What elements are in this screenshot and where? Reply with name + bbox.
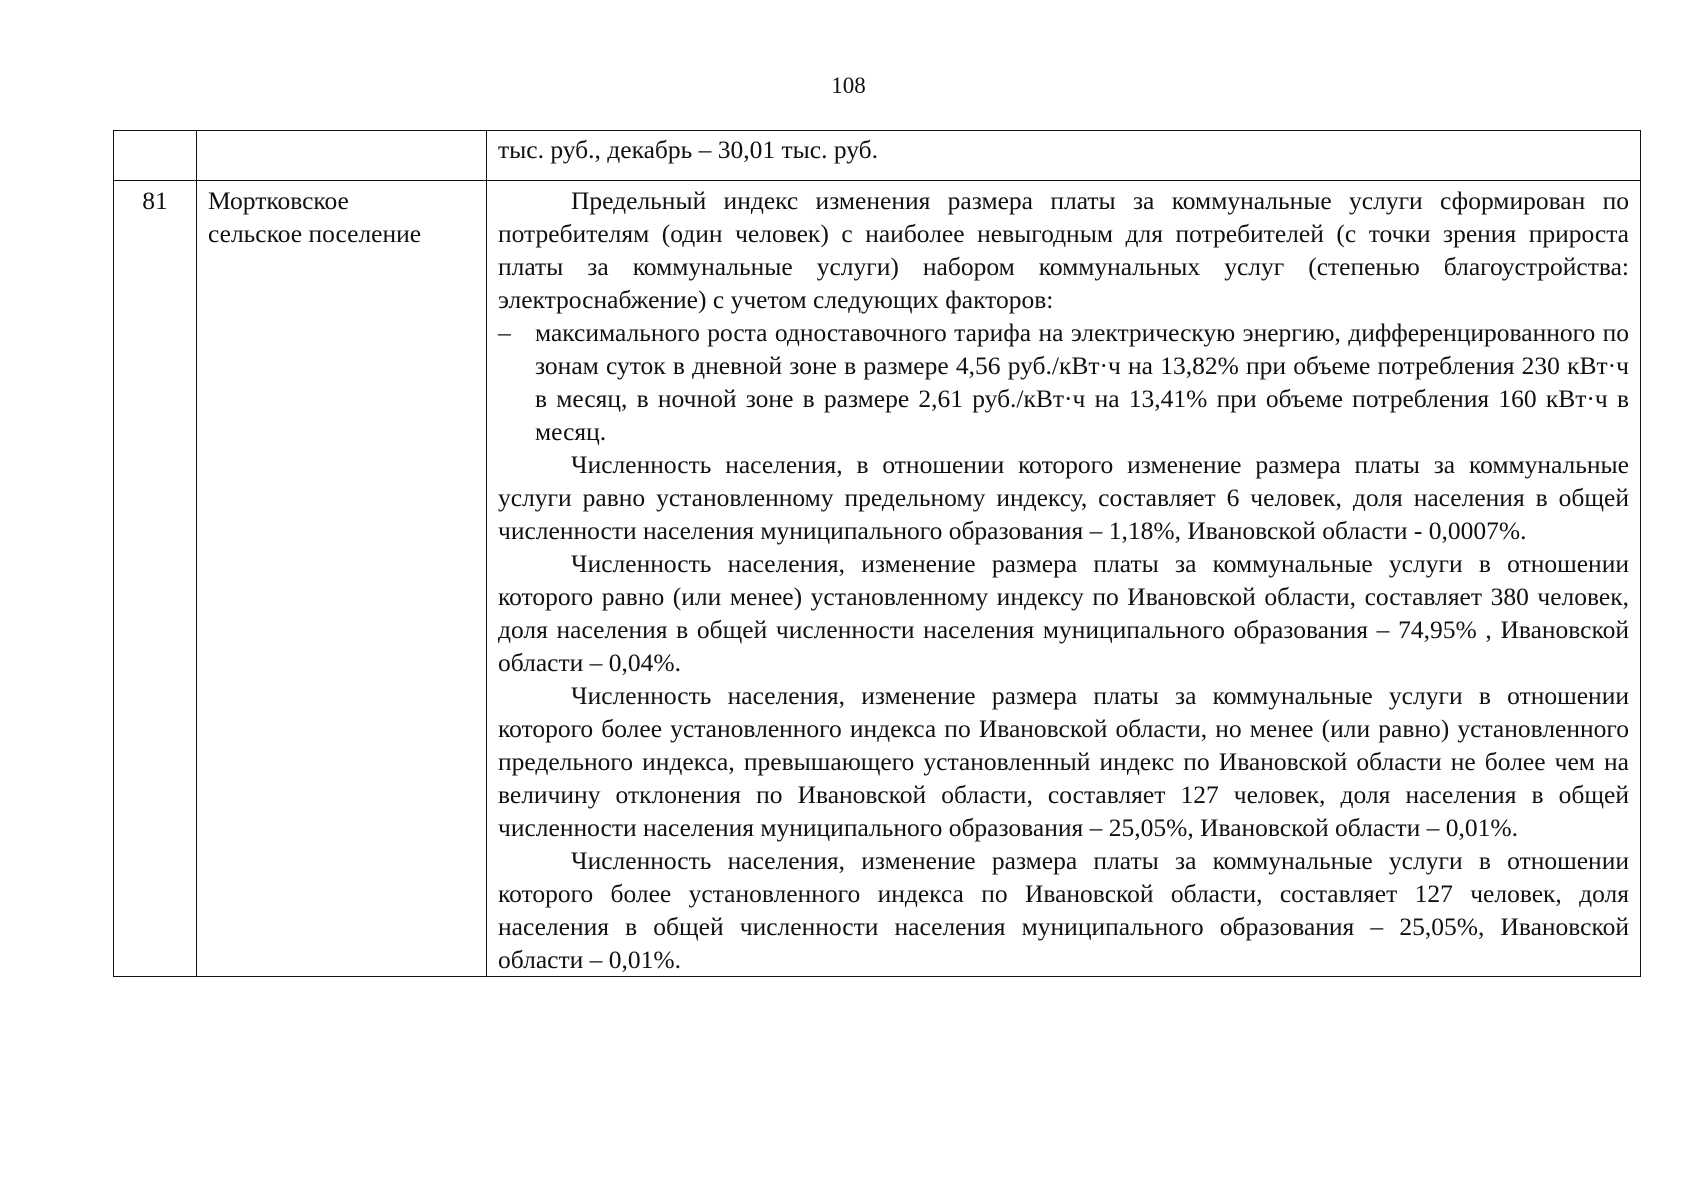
settlement-name-line1: Мортковское: [208, 186, 349, 215]
table-row-continuation: [114, 131, 1641, 181]
table-row-81: [114, 181, 1641, 977]
factor-text: максимального роста одноставочного тарифа на электрическую энергию, дифференцированного по зонам суток в дневной зоне в размере 4,56 руб./кВт·ч на 13,82% при объеме потребления 230 кВт·ч в месяц, в ночной зоне в размере 2,61 руб./кВт·ч на 13,41% при объеме потребления 160 кВт·ч в месяц.: [535, 318, 1629, 446]
paragraph-population-within-deviation: Численность населения, изменение размера платы за коммунальные услуги в отношении которого более установленного индекса по Ивановской области, но менее (или равно) установленного предельного индекса, превышающего установленный индекс по Ивановской области не более чем на величину отклонения по Ивановской области, составляет 127 человек, доля населения в общей численности населения муниципального образования – 25,05%, Ивановской области – 0,01%.: [498, 681, 1629, 842]
settlement-name: [197, 181, 487, 977]
continuation-text: тыс. руб., декабрь – 30,01 тыс. руб.: [498, 135, 879, 164]
description-cell: [487, 181, 1641, 977]
dash-bullet: –: [498, 318, 511, 347]
cell-text-continuation: [487, 131, 1641, 181]
paragraph-index-formation: Предельный индекс изменения размера платы за коммунальные услуги сформирован по потребителям (один человек) с наиболее невыгодным для потребителей (с точки зрения прироста платы за коммунальные услуги) набором коммунальных услуг (степенью благоустройства: электроснабжение) с учетом следующих факторов:: [498, 186, 1629, 314]
row-number: 81: [114, 181, 197, 977]
paragraph-population-above-index: Численность населения, изменение размера платы за коммунальные услуги в отношении которого более установленного индекса по Ивановской области, составляет 127 человек, доля населения в общей численности населения муниципального образования – 25,05%, Ивановской области – 0,01%.: [498, 846, 1629, 974]
settlement-name-line2: сельское поселение: [208, 219, 422, 248]
data-table: [113, 130, 1641, 977]
page-number: 108: [831, 73, 866, 98]
paragraph-population-equal-limit: Численность населения, в отношении которого изменение размера платы за коммунальные услуги равно установленному предельному индексу, составляет 6 человек, доля населения в общей численности населения муниципального образования – 1,18%, Ивановской области - 0,0007%.: [498, 450, 1629, 545]
factor-list-item: [498, 316, 1629, 448]
cell-name-empty: [197, 131, 487, 181]
paragraph-population-below-index: Численность населения, изменение размера платы за коммунальные услуги в отношении которого равно (или менее) установленному индексу по Ивановской области, составляет 380 человек, доля населения в общей численности населения муниципального образования – 74,95% , Ивановской области – 0,04%.: [498, 549, 1629, 677]
cell-number-empty: [114, 131, 197, 181]
